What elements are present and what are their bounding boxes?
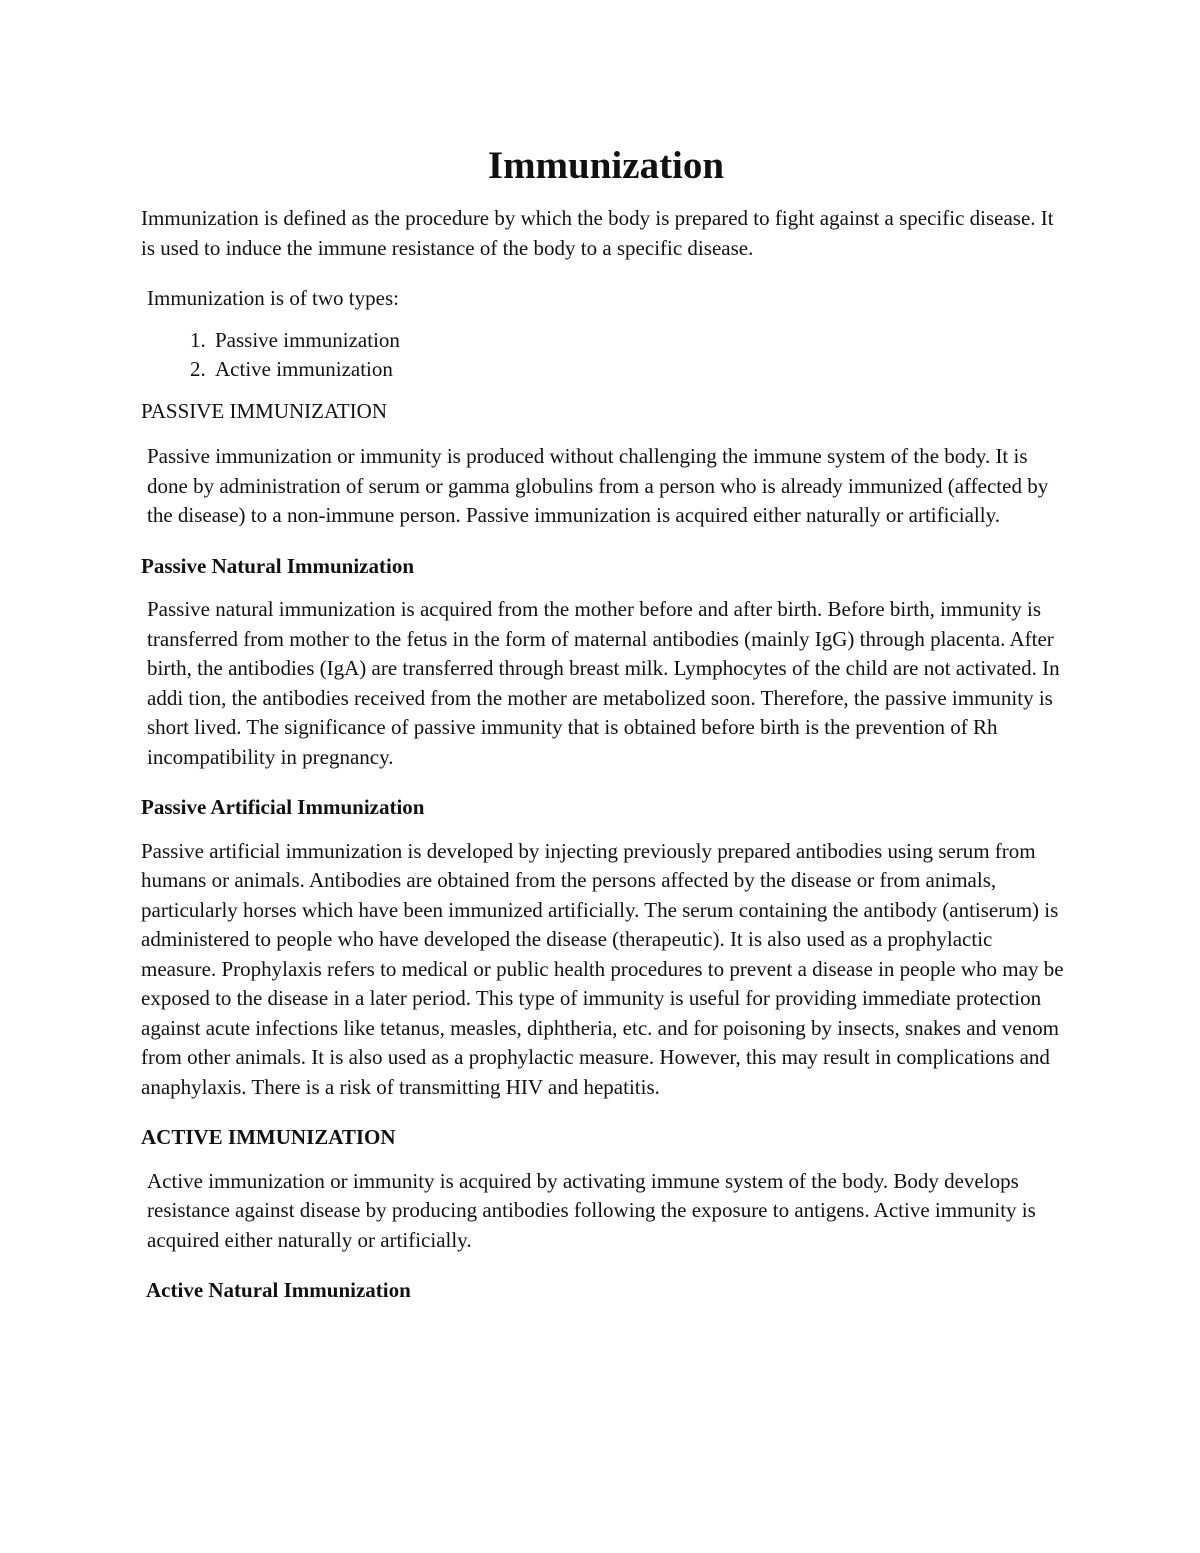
document-page (141, 140, 1071, 1320)
intro-paragraph: Immunization is defined as the procedure by which the body is prepared to fight against a specific disease. It is used to induce the immune resistance of the body to a specific disease. (141, 206, 1054, 260)
active-natural-heading: Active Natural Immunization (146, 1278, 411, 1302)
document-title: Immunization (487, 144, 725, 187)
passive-natural-paragraph: Passive natural immunization is acquired from the mother before and after birth. Before birth, immunity is transferred from mother to the fetus in the form of maternal antibodies (mainly IgG) through placenta. After birth, the antibodies (IgA) are transferred through breast milk. Lymphocytes of the child are not activated. In addi tion, the antibodies received from the mother are metabolized soon. Therefore, the passive immunity is short lived. The significance of passive immunity that is obtained before birth is the prevention of Rh incompatibility in pregnancy. (147, 597, 1060, 769)
passive-paragraph: Passive immunization or immunity is produced without challenging the immune system of the body. It is done by administration of serum or gamma globulins from a person who is already immunized (affected by the disease) to a non-immune person. Passive immunization is acquired either naturally or artificially. (147, 444, 1049, 527)
active-paragraph: Active immunization or immunity is acquired by activating immune system of the body. Body develops resistance against disease by producing antibodies following the exposure to antigens. Active immunity is acquired either naturally or artificially. (147, 1168, 1036, 1252)
types-intro: Immunization is of two types: (147, 286, 399, 310)
types-list (141, 326, 1071, 385)
list-item: 2. Active immunization (211, 355, 1071, 385)
passive-artificial-heading: Passive Artificial Immunization (141, 795, 425, 819)
passive-heading: PASSIVE IMMUNIZATION (141, 398, 387, 423)
passive-artificial-paragraph: Passive artificial immunization is developed by injecting previously prepared antibodies using serum from humans or animals. Antibodies are obtained from the persons affected by the disease or from animals, particularly horses which have been immunized artificially. The serum containing the antibody (antiserum) is administered to people who have developed the disease (therapeutic). It is also used as a prophylactic measure. Prophylaxis refers to medical or public health procedures to prevent a disease in people who may be exposed to the disease in a later period. This type of immunity is useful for providing immediate protection against acute infections like tetanus, measles, diphtheria, etc. and for poisoning by insects, snakes and venom from other animals. It is also used as a prophylactic measure. However, this may result in complications and anaphylaxis. There is a risk of transmitting HIV and hepatitis. (141, 838, 1064, 1099)
list-item: 1. Passive immunization (211, 326, 1071, 356)
active-heading: ACTIVE IMMUNIZATION (141, 1125, 396, 1149)
passive-natural-heading: Passive Natural Immunization (141, 553, 414, 578)
